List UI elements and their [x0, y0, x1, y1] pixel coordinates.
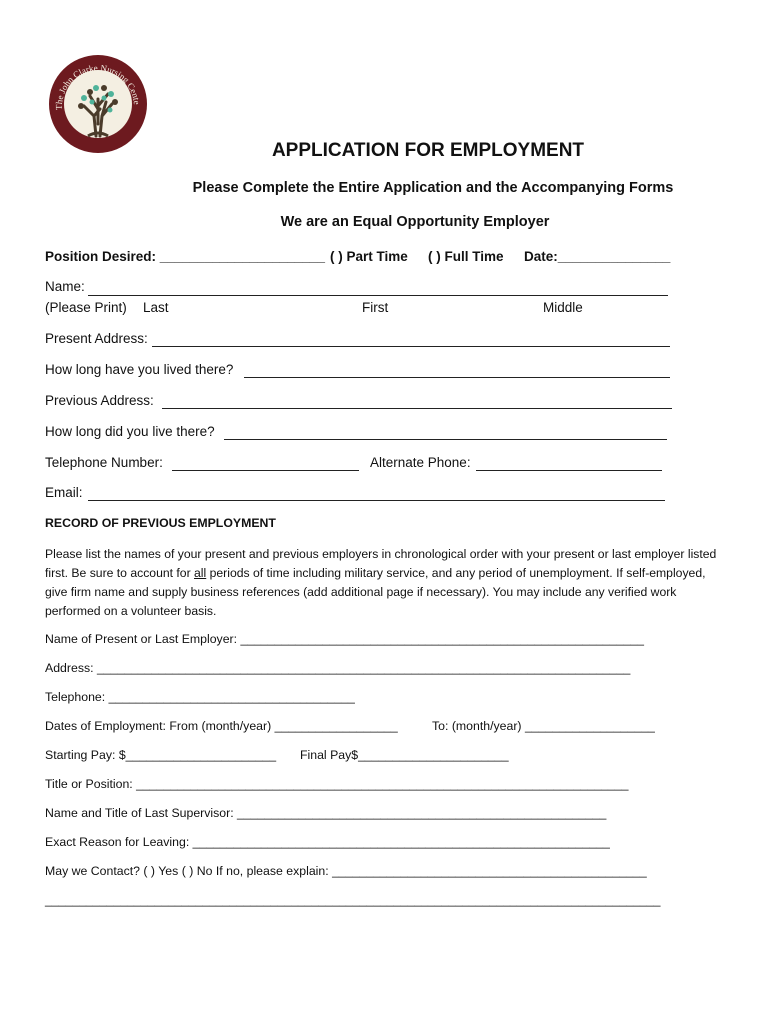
present-address-field[interactable]: [152, 346, 670, 347]
employment-heading: RECORD OF PREVIOUS EMPLOYMENT: [45, 516, 276, 530]
previous-address-label: Previous Address:: [45, 393, 154, 408]
how-long-did-label: How long did you live there?: [45, 424, 215, 439]
employer-address-field[interactable]: Address: ______________________________________________________________________________: [45, 661, 631, 675]
telephone-field[interactable]: [172, 470, 359, 471]
print-label: (Please Print): [45, 300, 127, 315]
starting-pay-field[interactable]: Starting Pay: $______________________: [45, 748, 277, 762]
may-contact-field[interactable]: May we Contact? ( ) Yes ( ) No If no, please explain: ______________________________________________: [45, 864, 647, 878]
nursing-center-logo: [48, 54, 148, 154]
eeo-statement: We are an Equal Opportunity Employer: [280, 214, 550, 230]
page-title: APPLICATION FOR EMPLOYMENT: [271, 140, 585, 161]
how-long-lived-field[interactable]: [244, 377, 670, 378]
alternate-phone-label: Alternate Phone:: [370, 455, 471, 470]
page-subtitle: Please Complete the Entire Application and the Accompanying Forms: [192, 180, 674, 196]
middle-name-label: Middle: [543, 300, 583, 315]
full-time-checkbox[interactable]: ( ) Full Time: [428, 249, 504, 264]
how-long-lived-label: How long have you lived there?: [45, 362, 234, 377]
first-name-label: First: [362, 300, 389, 315]
explanation-line[interactable]: __________________________________________________________________________________________: [45, 893, 661, 907]
how-long-did-field[interactable]: [224, 439, 667, 440]
final-pay-field[interactable]: Final Pay$______________________: [300, 748, 509, 762]
date-field[interactable]: Date:_______________: [524, 249, 671, 264]
dates-from-field[interactable]: Dates of Employment: From (month/year) __________________: [45, 719, 398, 733]
dates-to-field[interactable]: To: (month/year) ___________________: [432, 719, 655, 733]
present-address-label: Present Address:: [45, 331, 148, 346]
tree-logo-icon: [48, 54, 148, 154]
email-field[interactable]: [88, 500, 665, 501]
last-name-label: Last: [143, 300, 169, 315]
part-time-checkbox[interactable]: ( ) Part Time: [330, 249, 408, 264]
name-label: Name:: [45, 279, 85, 294]
previous-address-field[interactable]: [162, 408, 672, 409]
reason-leaving-field[interactable]: Exact Reason for Leaving: _____________________________________________________________: [45, 835, 610, 849]
employer-name-field[interactable]: Name of Present or Last Employer: ___________________________________________________________: [45, 632, 644, 646]
employer-telephone-field[interactable]: Telephone: ____________________________________: [45, 690, 355, 704]
alternate-phone-field[interactable]: [476, 470, 662, 471]
title-position-field[interactable]: Title or Position: ________________________________________________________________________: [45, 777, 629, 791]
name-field[interactable]: [88, 295, 668, 296]
logo-text: The John Clarke Nursing Cente: [53, 62, 143, 111]
telephone-label: Telephone Number:: [45, 455, 163, 470]
position-desired-field[interactable]: Position Desired: ______________________: [45, 249, 325, 264]
email-label: Email:: [45, 485, 83, 500]
employment-instructions: Please list the names of your present and previous employers in chronological order with your present or last employer listed first. Be sure to account for all periods of time including military service, and any period of unemployment. If self-employed, give firm name and supply business references (add additional page if necessary). You may include any verified work performed on a volunteer basis.: [45, 547, 717, 618]
supervisor-field[interactable]: Name and Title of Last Supervisor: ______________________________________________________: [45, 806, 607, 820]
